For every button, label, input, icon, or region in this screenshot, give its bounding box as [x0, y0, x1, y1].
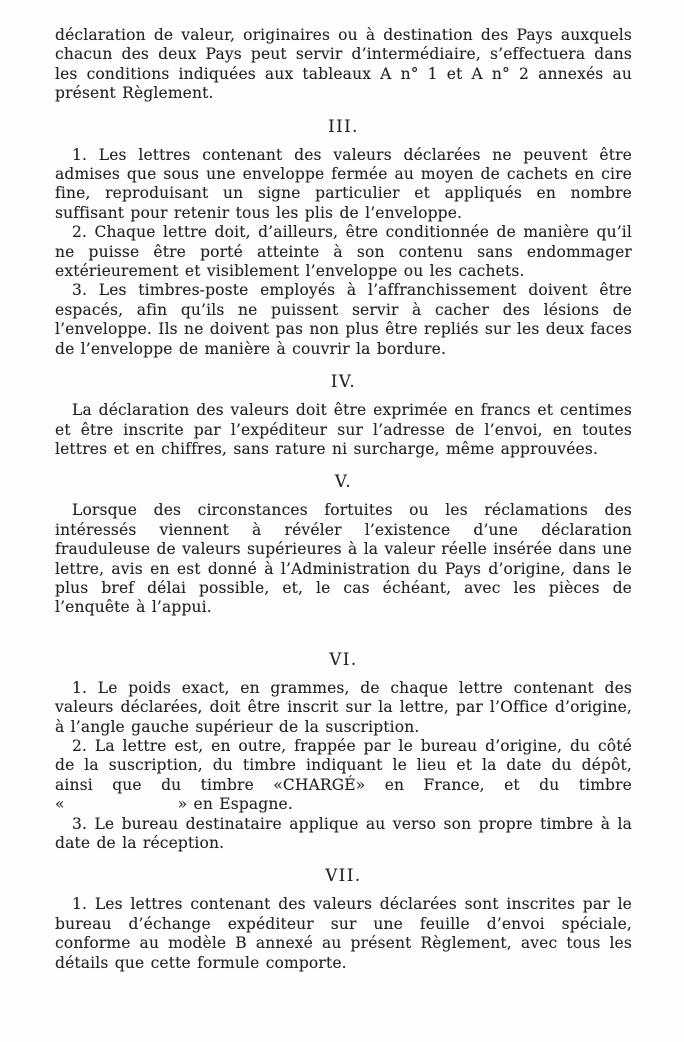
paragraph: 1. Les lettres contenant des valeurs déclarées ne peuvent être admises que sous une enveloppe fermée au moyen de cachets en cire fine, reproduisant un signe particulier et appliqués en nombre suffisant pour retenir tous les plis de l’enveloppe. — [55, 145, 632, 222]
paragraph: 1. Les lettres contenant des valeurs déclarées sont inscrites par le bureau d’échange expéditeur sur une feuille d’envoi spéciale, conforme au modèle B annexé au présent Règlement, avec tous les détails que cette formule comporte. — [55, 895, 632, 972]
section-heading-vi: VI. — [329, 649, 358, 669]
paragraph: 3. Le bureau destinataire applique au verso son propre timbre à la date de la réception. — [55, 814, 632, 852]
paragraph: 2. Chaque lettre doit, d’ailleurs, être conditionnée de manière qu’il ne puisse être porté atteinte à son contenu sans endommager extérieurement et visiblement l’enveloppe ou les cachets. — [55, 223, 632, 281]
paragraph: Lorsque des circonstances fortuites ou les réclamations des intéressés viennent à révéler l’existence d’une déclaration frauduleuse de valeurs supérieures à la valeur réelle insérée dans une lettre, avis en est donné à l’Administration du Pays d’origine, dans le plus bref délai possible, et, le cas échéant, avec les pièces de l’enquête à l’appui. — [55, 501, 632, 617]
paragraph: 1. Le poids exact, en grammes, de chaque lettre contenant des valeurs déclarées, doit être inscrit sur la lettre, par l’Office d’origine, à l’angle gauche supérieur de la suscription. — [55, 678, 632, 736]
section-heading-v: V. — [334, 472, 353, 492]
paragraph: La déclaration des valeurs doit être exprimée en francs et centimes et être inscrite par l’expéditeur sur l’adresse de l’envoi, en toutes lettres et en chiffres, sans rature ni surcharge, même approuvées. — [55, 401, 632, 458]
section-heading-iii: III. — [328, 116, 359, 136]
section-heading-vii: VII. — [325, 866, 362, 886]
section-heading-iv: IV. — [330, 372, 357, 392]
paragraph-continuation: déclaration de valeur, originaires ou à destination des Pays auxquels chacun des deux Pays peut servir d’intermédiaire, s’effectuera dans les conditions indiquées aux tableaux A n° 1 et A n° 2 annexés au présent Règlement. — [55, 26, 632, 103]
paragraph: 2. La lettre est, en outre, frappée par le bureau d’origine, du côté de la suscription, du timbre indiquant le lieu et la date du dépôt, ainsi que du timbre «CHARGÉ» en France, et du timbre « » en Espagne. — [55, 736, 632, 814]
paragraph: 3. Les timbres-poste employés à l’affranchissement doivent être espacés, afin qu’ils ne puissent servir à cacher des lésions de l’enveloppe. Ils ne doivent pas non plus être repliés sur les deux faces de l’enveloppe de manière à couvrir la bordure. — [55, 281, 632, 358]
